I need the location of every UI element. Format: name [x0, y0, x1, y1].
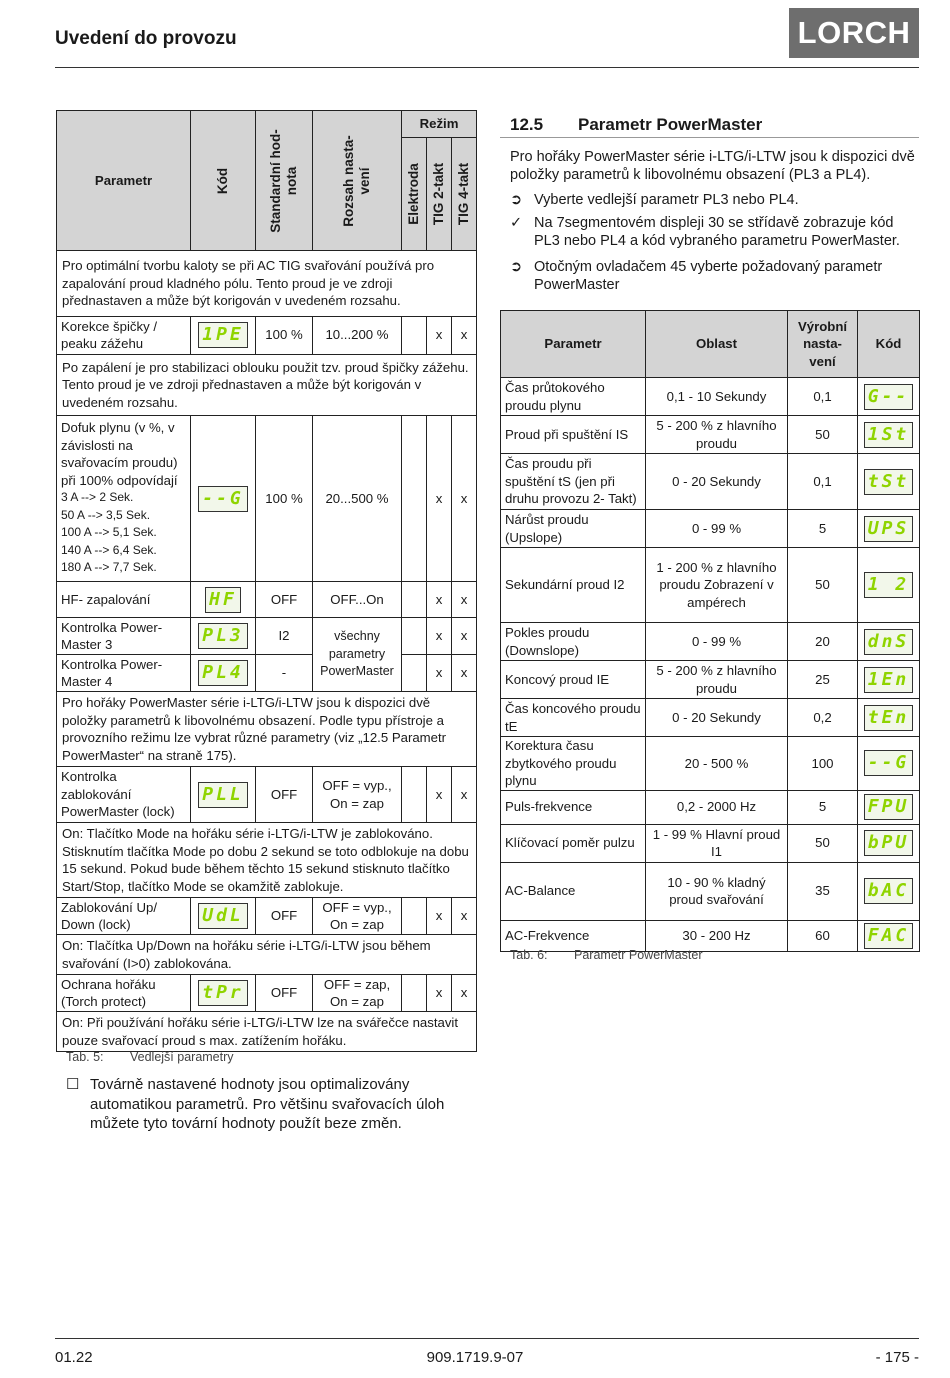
- mode-electrode: [402, 898, 427, 935]
- param-name: Kontrolka zablokování PowerMaster (lock): [57, 767, 191, 823]
- col-header-parameter: Parametr: [501, 311, 646, 378]
- footer-divider: [55, 1338, 919, 1339]
- table-row: [501, 920, 920, 951]
- mode-tig2: x: [427, 416, 452, 582]
- mode-tig4: x: [452, 655, 477, 692]
- mode-tig4: x: [452, 316, 477, 354]
- col-header-tig4: TIG 4-takt: [452, 138, 477, 251]
- mode-tig4: x: [452, 975, 477, 1012]
- mode-tig2: x: [427, 582, 452, 618]
- param-name: Pokles proudu (Downslope): [501, 623, 646, 661]
- range-value: 5 - 200 % z hlavního proudu: [646, 661, 788, 699]
- header-divider: [55, 67, 919, 68]
- code-display: PLL: [191, 767, 256, 823]
- range-value: 20 - 500 %: [646, 737, 788, 791]
- range-value: 0 - 99 %: [646, 623, 788, 661]
- code-display: bAC: [858, 862, 920, 920]
- footer-date: 01.22: [55, 1349, 93, 1366]
- mode-tig4: x: [452, 618, 477, 655]
- mode-tig4: x: [452, 898, 477, 935]
- param-name: Ochrana hořáku (Torch protect): [57, 975, 191, 1012]
- col-header-factory: Výrobní nasta-vení: [788, 311, 858, 378]
- footer-document-number: 909.1719.9-07: [426, 1349, 524, 1366]
- col-header-standard: Standardní hod- nota: [256, 111, 313, 251]
- instruction-step: ➲ Otočným ovladačem 45 vyberte požadovaný parametr PowerMaster: [510, 259, 883, 293]
- range-value: 20...500 %: [313, 416, 402, 582]
- instruction-step: ➲ Vyberte vedlejší parametr PL3 nebo PL4.: [510, 192, 799, 208]
- code-display: FAC: [858, 920, 920, 951]
- table-row: [57, 975, 477, 1012]
- table-row: [57, 316, 477, 354]
- range-value: OFF = zap, On = zap: [313, 975, 402, 1012]
- arrow-icon: ➲: [510, 259, 523, 275]
- range-value: 10 - 90 % kladný proud svařování: [646, 862, 788, 920]
- table-row: [501, 623, 920, 661]
- table-row: [501, 824, 920, 862]
- mode-tig2: x: [427, 898, 452, 935]
- powermaster-parameters-table: [500, 310, 920, 952]
- code-display: tSt: [858, 454, 920, 510]
- param-name: Zablokování Up/ Down (lock): [57, 898, 191, 935]
- mode-tig4: x: [452, 582, 477, 618]
- code-display: bPU: [858, 824, 920, 862]
- check-icon: ✓: [510, 215, 523, 231]
- note-updown-lock: On: Tlačítka Up/Down na hořáku série i-LTG/i-LTW jsou během svařování (I>0) zablokována.: [57, 935, 477, 975]
- code-display: HF: [191, 582, 256, 618]
- code-display: 1PE: [191, 316, 256, 354]
- page-number: - 175 -: [875, 1349, 919, 1366]
- range-value: všechny parametry PowerMaster: [313, 618, 402, 692]
- table-6-caption: Tab. 6: Parametr PowerMaster: [510, 948, 703, 962]
- checkbox-icon: ☐: [66, 1076, 80, 1093]
- arrow-icon: ➲: [510, 192, 523, 208]
- code-display: --G: [191, 416, 256, 582]
- param-name: Dofuk plynu (v %, v závislosti na svařovacím proudu) při 100% odpovídají 3 A --> 2 Sek. 50 A --> 3,5 Sek. 100 A --> 5,1 Sek. 140 A --> 6,4 Sek. 180 A --> 7,7 Sek.: [57, 416, 191, 582]
- param-name: Čas průtokového proudu plynu: [501, 378, 646, 416]
- range-value: 0 - 20 Sekundy: [646, 699, 788, 737]
- code-display: tEn: [858, 699, 920, 737]
- range-value: 1 - 99 % Hlavní proud I1: [646, 824, 788, 862]
- mode-tig4: x: [452, 416, 477, 582]
- table-row: [57, 618, 477, 655]
- code-display: UdL: [191, 898, 256, 935]
- section-divider: [500, 137, 919, 138]
- table-row: [57, 416, 477, 582]
- code-display: UPS: [858, 510, 920, 548]
- factory-value: 0,1: [788, 378, 858, 416]
- table-row: [501, 510, 920, 548]
- col-header-code: Kód: [191, 111, 256, 251]
- post-gas-list: 3 A --> 2 Sek. 50 A --> 3,5 Sek. 100 A --> 5,1 Sek. 140 A --> 6,4 Sek. 180 A --> 7,7 Sek.: [61, 490, 157, 574]
- mode-electrode: [402, 975, 427, 1012]
- table-row: [501, 378, 920, 416]
- param-name: Koncový proud IE: [501, 661, 646, 699]
- code-display: FPU: [858, 790, 920, 824]
- range-value: OFF = vyp., On = zap: [313, 767, 402, 823]
- factory-value: 0,2: [788, 699, 858, 737]
- table-row: [501, 548, 920, 623]
- col-header-mode: Režim: [402, 111, 477, 138]
- table-row: [501, 416, 920, 454]
- param-name: Kontrolka Power-Master 3: [57, 618, 191, 655]
- factory-value: 100: [788, 737, 858, 791]
- param-name: AC-Balance: [501, 862, 646, 920]
- standard-value: I2: [256, 618, 313, 655]
- factory-value: 0,1: [788, 454, 858, 510]
- param-name: Puls-frekvence: [501, 790, 646, 824]
- code-display: 1En: [858, 661, 920, 699]
- mode-tig2: x: [427, 655, 452, 692]
- param-name: Proud při spuštění IS: [501, 416, 646, 454]
- mode-tig2: x: [427, 618, 452, 655]
- table-row: [501, 699, 920, 737]
- code-display: dnS: [858, 623, 920, 661]
- factory-value: 20: [788, 623, 858, 661]
- range-value: 10...200 %: [313, 316, 402, 354]
- table-row: [501, 454, 920, 510]
- code-display: PL3: [191, 618, 256, 655]
- range-value: OFF...On: [313, 582, 402, 618]
- mode-electrode: [402, 618, 427, 655]
- table-row: [57, 898, 477, 935]
- mode-tig4: x: [452, 767, 477, 823]
- result-step: ✓ Na 7segmentovém displeji 30 se střídavě zobrazuje kód PL3 nebo PL4 a kód vybraného parametru PowerMaster.: [510, 215, 900, 249]
- param-name: AC-Frekvence: [501, 920, 646, 951]
- lorch-logo: LORCH: [789, 8, 919, 58]
- param-name: Korektura času zbytkového proudu plynu: [501, 737, 646, 791]
- mode-tig2: x: [427, 316, 452, 354]
- standard-value: 100 %: [256, 416, 313, 582]
- code-display: 1St: [858, 416, 920, 454]
- param-name: Sekundární proud I2: [501, 548, 646, 623]
- col-header-range: Oblast: [646, 311, 788, 378]
- table-5-caption: Tab. 5: Vedlejší parametry: [66, 1050, 234, 1064]
- col-header-parameter: Parametr: [57, 111, 191, 251]
- factory-value: 50: [788, 824, 858, 862]
- note-mode-lock: On: Tlačítko Mode na hořáku série i-LTG/i-LTW je zablokováno. Stisknutím tlačítka Mode po dobu 2 sekund se toto odblokuje na dobu 15 sekund. Pokud bude během těchto 15 sekund stisknuto tlačítko Start/Stop, tlačítko Mode se okamžitě zablokuje.: [57, 823, 477, 898]
- param-name: Čas proudu při spuštění tS (jen při druhu provozu 2- Takt): [501, 454, 646, 510]
- table-row: [501, 661, 920, 699]
- range-value: 30 - 200 Hz: [646, 920, 788, 951]
- standard-value: OFF: [256, 582, 313, 618]
- range-value: OFF = vyp., On = zap: [313, 898, 402, 935]
- standard-value: 100 %: [256, 316, 313, 354]
- standard-value: OFF: [256, 975, 313, 1012]
- note-torch-protect: On: Při používání hořáku série i-LTG/i-LTW lze na svářečce nastavit pouze svařovací proud s max. zatížením hořáku.: [57, 1012, 477, 1052]
- table-row: [57, 767, 477, 823]
- note-ignition-polarity: Pro optimální tvorbu kaloty se při AC TIG svařování používá pro zapalování proud kladného pólu. Tento proud je ve zdroji přednastaven a může být korigován v uvedeném rozsahu.: [57, 251, 477, 317]
- standard-value: OFF: [256, 767, 313, 823]
- table-row: [57, 655, 477, 692]
- code-display: --G: [858, 737, 920, 791]
- mode-electrode: [402, 767, 427, 823]
- factory-value: 60: [788, 920, 858, 951]
- factory-value: 5: [788, 510, 858, 548]
- table-row: [501, 737, 920, 791]
- mode-tig2: x: [427, 975, 452, 1012]
- factory-value: 50: [788, 416, 858, 454]
- secondary-parameters-table: [56, 110, 477, 1052]
- code-display: G--: [858, 378, 920, 416]
- code-display: 1 2: [858, 548, 920, 623]
- col-header-electrode: Elektroda: [402, 138, 427, 251]
- code-display: tPr: [191, 975, 256, 1012]
- mode-electrode: [402, 582, 427, 618]
- mode-electrode: [402, 655, 427, 692]
- section-intro: Pro hořáky PowerMaster série i-LTG/i-LTW jsou k dispozici dvě položky parametrů k libovolnému obsazení (PL3 a PL4).: [510, 149, 915, 183]
- range-value: 1 - 200 % z hlavního proudu Zobrazení v ampérech: [646, 548, 788, 623]
- note-peak-current: Po zapálení je pro stabilizaci oblouku použit tzv. proud špičky zážehu. Tento proud je ve zdroji přednastaven a může být korigován v uvedeném rozsahu.: [57, 354, 477, 416]
- mode-tig2: x: [427, 767, 452, 823]
- standard-value: -: [256, 655, 313, 692]
- param-name: Nárůst proudu (Upslope): [501, 510, 646, 548]
- param-name: Korekce špičky / peaku zážehu: [57, 316, 191, 354]
- range-value: 0 - 99 %: [646, 510, 788, 548]
- range-value: 0,2 - 2000 Hz: [646, 790, 788, 824]
- col-header-tig2: TIG 2-takt: [427, 138, 452, 251]
- table-row: [501, 862, 920, 920]
- factory-value: 5: [788, 790, 858, 824]
- param-name: Klíčovací poměr pulzu: [501, 824, 646, 862]
- table-row: [57, 582, 477, 618]
- factory-values-note: ☐ Továrně nastavené hodnoty jsou optimalizovány automatikou parametrů. Pro většinu svařovacích úloh můžete tyto tovární hodnoty použít beze změn.: [66, 1076, 445, 1132]
- section-heading: 12.5 Parametr PowerMaster: [510, 115, 763, 134]
- factory-value: 25: [788, 661, 858, 699]
- range-value: 5 - 200 % z hlavního proudu: [646, 416, 788, 454]
- param-name: Čas koncového proudu tE: [501, 699, 646, 737]
- note-powermaster: Pro hořáky PowerMaster série i-LTG/i-LTW jsou k dispozici dvě položky parametrů k libovolnému obsazení. Podle typu přístroje a provozního režimu lze vybrat různé parametry (viz „12.5 Parametr PowerMaster“ na straně 175).: [57, 692, 477, 767]
- table-row: [501, 790, 920, 824]
- factory-value: 35: [788, 862, 858, 920]
- standard-value: OFF: [256, 898, 313, 935]
- col-header-code: Kód: [858, 311, 920, 378]
- page-header-title: Uvedení do provozu: [55, 28, 237, 49]
- range-value: 0,1 - 10 Sekundy: [646, 378, 788, 416]
- mode-electrode: [402, 316, 427, 354]
- range-value: 0 - 20 Sekundy: [646, 454, 788, 510]
- col-header-range: Rozsah nasta- vení: [313, 111, 402, 251]
- code-display: PL4: [191, 655, 256, 692]
- mode-electrode: [402, 416, 427, 582]
- param-name: HF- zapalování: [57, 582, 191, 618]
- param-name: Kontrolka Power-Master 4: [57, 655, 191, 692]
- factory-value: 50: [788, 548, 858, 623]
